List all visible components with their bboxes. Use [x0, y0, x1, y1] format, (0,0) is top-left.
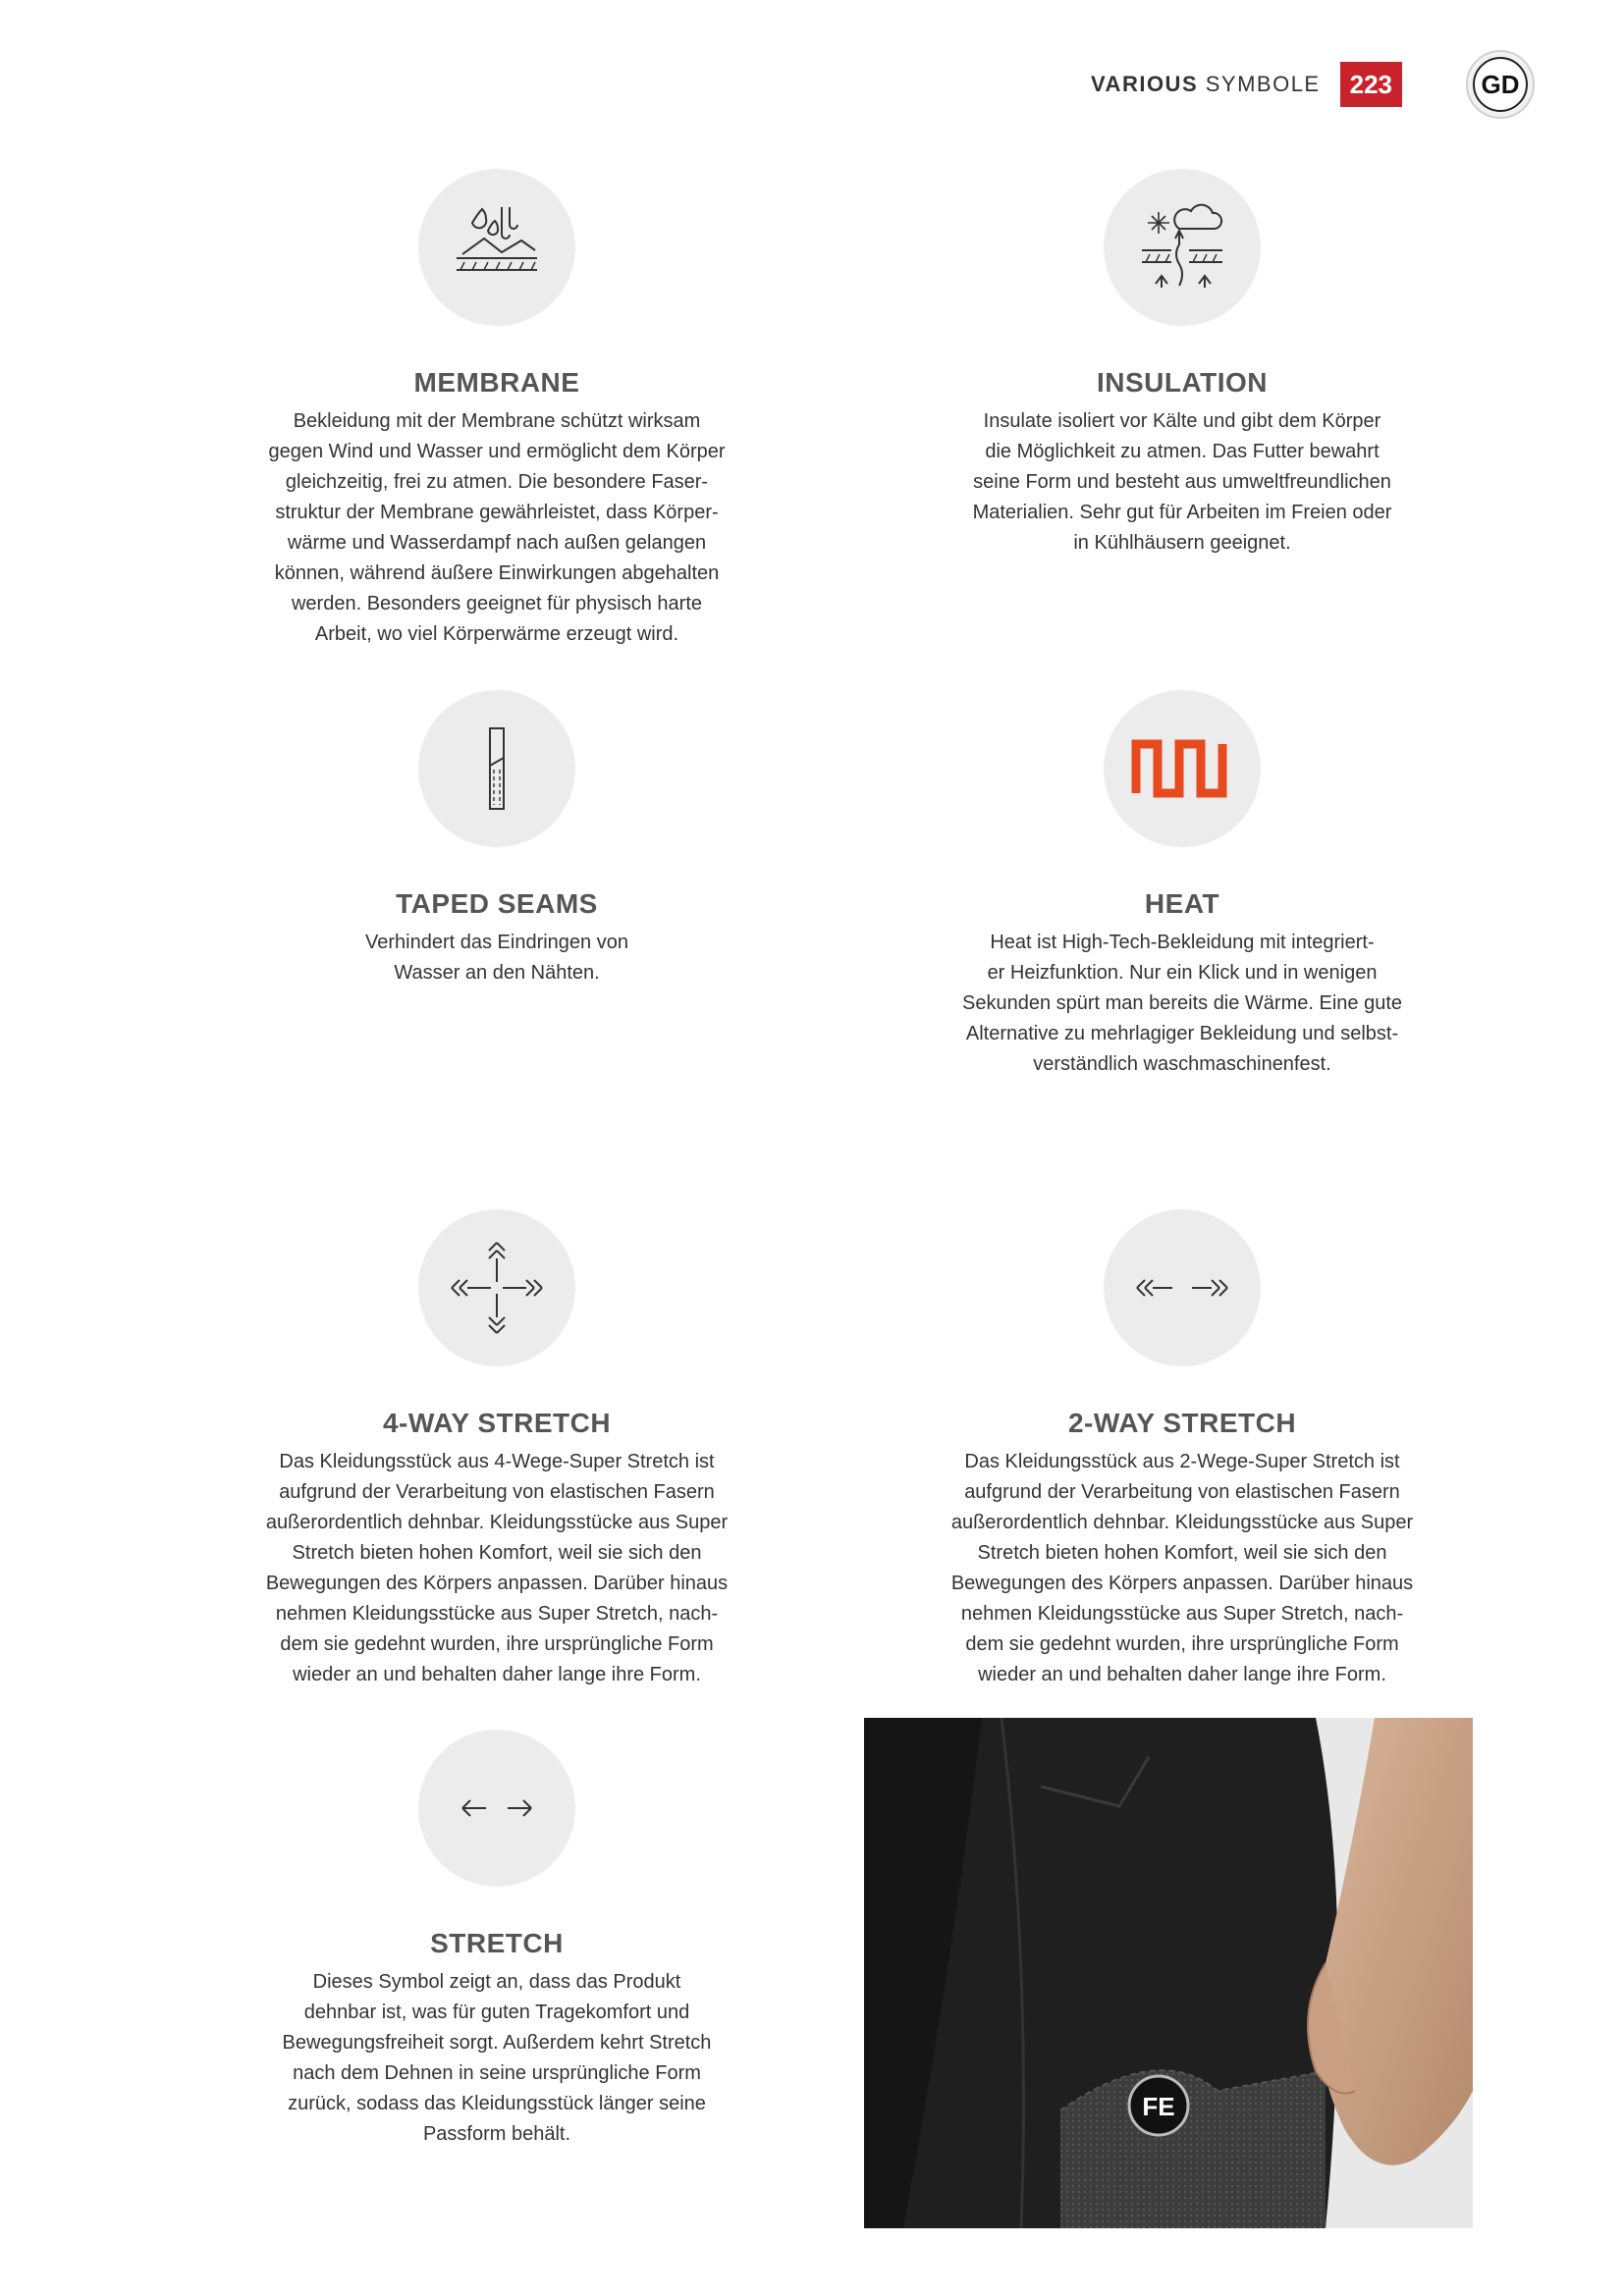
symbol-title: TAPED SEAMS — [396, 888, 598, 919]
brand-logo — [1465, 49, 1536, 120]
two-way-stretch-icon — [1123, 1229, 1241, 1347]
stretch-icon — [443, 1754, 551, 1862]
heat-icon — [1128, 715, 1236, 823]
heat-block — [907, 690, 1457, 1080]
fe-badge: FE — [1142, 2092, 1175, 2121]
svg-text:GD: GD — [1481, 70, 1520, 99]
trousers-photo — [864, 1718, 1473, 2228]
membrane-block — [222, 169, 772, 650]
insulation-icon-circle — [1104, 169, 1261, 326]
taped-seams-block — [222, 690, 772, 988]
heat-icon-circle — [1104, 690, 1261, 847]
stretch-block — [222, 1730, 772, 2150]
insulation-icon — [1128, 193, 1236, 301]
taped-seams-icon-circle — [418, 690, 575, 847]
membrane-icon-circle — [418, 169, 575, 326]
membrane-icon — [443, 193, 551, 301]
symbol-title: 2-WAY STRETCH — [1067, 1408, 1297, 1438]
symbol-title: STRETCH — [430, 1928, 564, 1958]
symbol-description: Insulate isoliert vor Kälte und gibt dem Körper die Möglichkeit zu atmen. Das Futter bewahrt seine Form und besteht aus umweltfreundlichen Materialien. Sehr gut für Arbeiten im Freien oder in Kühlhäusern geeignet. — [972, 410, 1392, 554]
symbol-description: Das Kleidungsstück aus 2-Wege-Super Stretch ist aufgrund der Verarbeitung von elastischen Fasern außerordentlich dehnbar. Kleidungsstücke aus Super Stretch bieten hohen Komfort, weil sie sich den Bewegungen des Körpers anpassen. Darüber hinaus nehmen Kleidungsstücke aus Super Stretch, nach- dem sie gedehnt wurden, ihre ursprüngliche Form wieder an und behalten daher lange ihre Form. — [950, 1451, 1414, 1685]
two-way-stretch-block — [907, 1209, 1457, 1690]
symbol-description: Heat ist High-Tech-Bekleidung mit integriert- er Heizfunktion. Nur ein Klick und in wenigen Sekunden spürt man bereits die Wärme. Eine gute Alternative zu mehrlagiger Bekleidung und selbst- verständlich waschmaschinenfest. — [961, 932, 1403, 1075]
symbol-title: MEMBRANE — [413, 367, 580, 398]
two-way-stretch-icon-circle — [1104, 1209, 1261, 1366]
section-title: VARIOUS SYMBOLE — [1091, 72, 1321, 96]
symbol-title: HEAT — [1144, 888, 1220, 919]
four-way-stretch-icon-circle — [418, 1209, 575, 1366]
page-number: 223 — [1340, 62, 1402, 107]
symbol-description: Verhindert das Eindringen von Wasser an den Nähten. — [365, 932, 628, 984]
symbol-description: Das Kleidungsstück aus 4-Wege-Super Stretch ist aufgrund der Verarbeitung von elastischen Fasern außerordentlich dehnbar. Kleidungsstücke aus Super Stretch bieten hohen Komfort, weil sie sich den Bewegungen des Körpers anpassen. Darüber hinaus nehmen Kleidungsstücke aus Super Stretch, nach- dem sie gedehnt wurden, ihre ursprüngliche Form wieder an und behalten daher lange ihre Form. — [265, 1451, 729, 1685]
stretch-icon-circle — [418, 1730, 575, 1887]
four-way-stretch-icon — [438, 1229, 556, 1347]
insulation-block — [907, 169, 1457, 559]
four-way-stretch-block — [222, 1209, 772, 1690]
symbol-title: INSULATION — [1096, 367, 1269, 398]
symbol-description: Bekleidung mit der Membrane schützt wirksam gegen Wind und Wasser und ermöglicht dem Körper gleichzeitig, frei zu atmen. Die besondere Faser- struktur der Membrane gewährleistet, dass Körper- wärme und Wasserdampf nach außen gelangen können, während äußere Einwirkungen abgehalten werden. Besonders geeignet für physisch harte Arbeit, wo viel Körperwärme erzeugt wird. — [268, 410, 726, 645]
taped-seam-icon — [443, 715, 551, 823]
page-header — [1091, 49, 1536, 120]
symbol-title: 4-WAY STRETCH — [382, 1408, 612, 1438]
product-photo — [864, 1718, 1473, 2228]
symbol-description: Dieses Symbol zeigt an, dass das Produkt dehnbar ist, was für guten Tragekomfort und Bewegungsfreiheit sorgt. Außerdem kehrt Stretch nach dem Dehnen in seine ursprüngliche Form zurück, sodass das Kleidungsstück länger seine Passform behält. — [282, 1971, 712, 2145]
